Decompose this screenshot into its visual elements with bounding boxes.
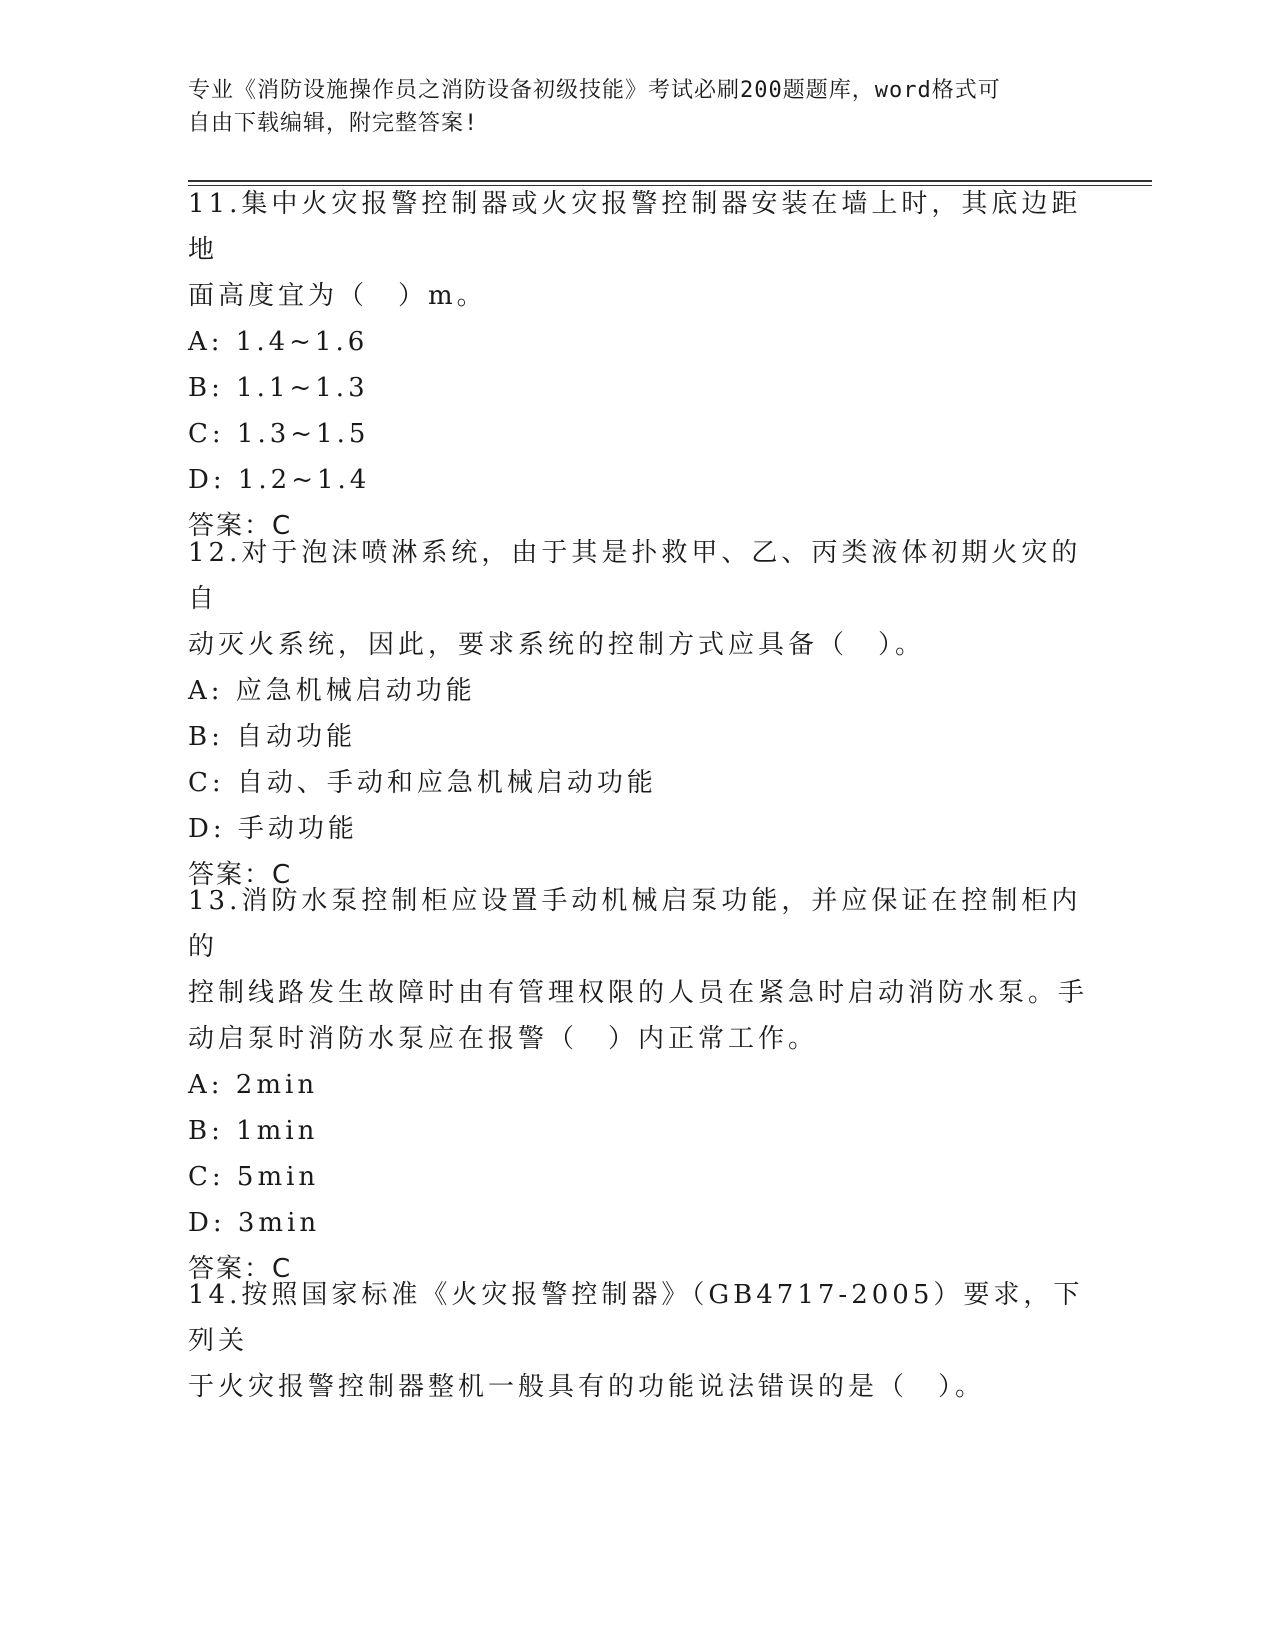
option-c: C: 自动、手动和应急机械启动功能 xyxy=(188,768,657,798)
question-text: 11.集中火灾报警控制器或火灾报警控制器安装在墙上时，其底边距地 xyxy=(188,189,1082,265)
question-number: 14. xyxy=(188,1280,242,1310)
answer: 答案：C xyxy=(188,1254,293,1284)
question-text-continued: 动启泵时消防水泵应在报警（ ）内正常工作。 xyxy=(188,1024,819,1054)
option-b: B: 1min xyxy=(188,1116,319,1146)
question-number: 13. xyxy=(188,886,242,916)
question-text-continued: 面高度宜为（ ）m。 xyxy=(188,281,487,311)
option-a: A: 2min xyxy=(188,1070,319,1100)
question-14 xyxy=(188,1272,1088,1410)
question-12 xyxy=(188,530,1088,898)
option-d: D: 1.2~1.4 xyxy=(188,465,371,495)
option-d: D: 手动功能 xyxy=(188,814,358,844)
option-b: B: 自动功能 xyxy=(188,722,357,752)
answer: 答案：C xyxy=(188,860,293,890)
question-11 xyxy=(188,181,1088,549)
header-line-1: 专业《消防设施操作员之消防设备初级技能》考试必刷200题题库，word格式可 xyxy=(188,78,1001,103)
option-c: C: 1.3~1.5 xyxy=(188,419,370,449)
option-d: D: 3min xyxy=(188,1208,321,1238)
question-number: 12. xyxy=(188,538,242,568)
document-header xyxy=(188,74,1088,140)
question-text-continued: 动灭火系统，因此，要求系统的控制方式应具备（ ）。 xyxy=(188,630,926,660)
answer: 答案：C xyxy=(188,511,293,541)
option-a: A: 1.4~1.6 xyxy=(188,327,369,357)
header-line-2: 自由下载编辑，附完整答案! xyxy=(188,111,479,136)
option-a: A: 应急机械启动功能 xyxy=(188,676,476,706)
question-text-continued: 于火灾报警控制器整机一般具有的功能说法错误的是（ ）。 xyxy=(188,1372,986,1402)
question-number: 11. xyxy=(188,189,242,219)
question-13 xyxy=(188,878,1088,1292)
question-text-continued: 控制线路发生故障时由有管理权限的人员在紧急时启动消防水泵。手 xyxy=(188,978,1089,1008)
question-text: 12.对于泡沫喷淋系统，由于其是扑救甲、乙、丙类液体初期火灾的自 xyxy=(188,538,1082,614)
option-b: B: 1.1~1.3 xyxy=(188,373,369,403)
question-text: 13.消防水泵控制柜应设置手动机械启泵功能，并应保证在控制柜内的 xyxy=(188,886,1082,962)
question-text: 14.按照国家标准《火灾报警控制器》（GB4717-2005）要求，下列关 xyxy=(188,1280,1084,1356)
option-c: C: 5min xyxy=(188,1162,320,1192)
